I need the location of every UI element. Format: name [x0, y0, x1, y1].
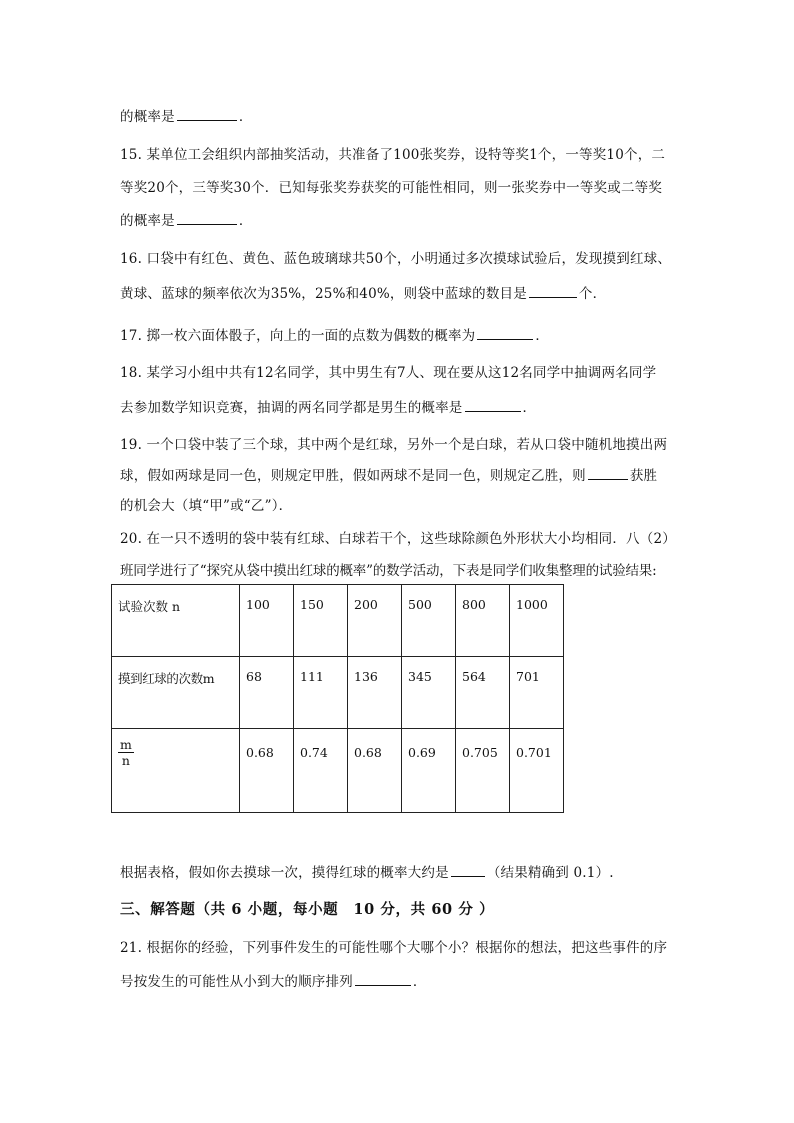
row-header — [112, 729, 240, 813]
answer-blank[interactable] — [451, 864, 485, 877]
question-19-line-3: 的机会大（填“甲”或“乙”）． — [120, 498, 293, 514]
question-18-line-1: 18. 某学习小组中共有12名同学，其中男生有7人、现在要从这12名同学中抽调两名同学 — [120, 365, 657, 381]
section-heading: 三、解答题（共 6 小题，每小题 10 分，共 60 分 ） — [120, 901, 495, 918]
table-cell: 1000 — [510, 585, 564, 657]
question-16-line-2: 黄球、蓝球的频率依次为35%，25%和40%，则袋中蓝球的数目是 个． — [120, 286, 607, 302]
question-19-line-1: 19. 一个口袋中装了三个球，其中两个是红球，另外一个是白球，若从口袋中随机地摸出两 — [120, 437, 668, 453]
table-cell: 701 — [510, 657, 564, 729]
question-21-line-1: 21. 根据你的经验，下列事件发生的可能性哪个大哪个小？根据你的想法，把这些事件的序 — [120, 940, 668, 956]
question-15-line-2: 等奖20个，三等奖30个．已知每张奖券获奖的可能性相同，则一张奖券中一等奖或二等奖 — [120, 180, 663, 196]
table-cell: 200 — [348, 585, 402, 657]
row-header: 摸到红球的次数m — [112, 657, 240, 729]
table-cell: 0.705 — [456, 729, 510, 813]
answer-blank[interactable] — [465, 399, 521, 412]
question-15-line-3: 的概率是 ． — [120, 213, 253, 229]
table-cell: 0.68 — [348, 729, 402, 813]
answer-blank[interactable] — [177, 108, 237, 121]
table-cell: 0.701 — [510, 729, 564, 813]
table-row — [112, 585, 564, 657]
table-cell: 345 — [402, 657, 456, 729]
question-21-line-2: 号按发生的可能性从小到大的顺序排列 ． — [120, 974, 427, 990]
table-cell: 0.68 — [240, 729, 294, 813]
table-cell: 136 — [348, 657, 402, 729]
answer-blank[interactable] — [477, 327, 533, 340]
question-16-line-1: 16. 口袋中有红色、黄色、蓝色玻璃球共50个，小明通过多次摸球试验后，发现摸到红球、 — [120, 251, 672, 267]
question-19-line-2: 球，假如两球是同一色，则规定甲胜，假如两球不是同一色，则规定乙胜，则 获胜 — [120, 468, 658, 484]
table-cell: 800 — [456, 585, 510, 657]
question-15-line-1: 15. 某单位工会组织内部抽奖活动，共准备了100张奖券，设特等奖1个，一等奖10个，二 — [120, 147, 666, 163]
experiment-table — [111, 584, 564, 813]
answer-blank[interactable] — [355, 973, 411, 986]
answer-blank[interactable] — [177, 212, 237, 225]
table-cell: 0.74 — [294, 729, 348, 813]
table-cell: 500 — [402, 585, 456, 657]
answer-blank[interactable] — [529, 285, 577, 298]
table-cell: 150 — [294, 585, 348, 657]
table-cell: 0.69 — [402, 729, 456, 813]
table-cell: 68 — [240, 657, 294, 729]
table-cell: 111 — [294, 657, 348, 729]
table-cell: 100 — [240, 585, 294, 657]
fragment-line: 的概率是 ． — [120, 109, 253, 125]
table-cell: 564 — [456, 657, 510, 729]
question-18-line-2: 去参加数学知识竞赛，抽调的两名同学都是男生的概率是 ． — [120, 400, 537, 416]
question-20-line-1: 20. 在一只不透明的袋中装有红球、白球若干个，这些球除颜色外形状大小均相同．八（2） — [120, 531, 676, 547]
question-17: 17. 掷一枚六面体骰子，向上的一面的点数为偶数的概率为 ． — [120, 328, 550, 344]
table-row — [112, 657, 564, 729]
question-20-line-2: 班同学进行了“探究从袋中摸出红球的概率”的数学活动，下表是同学们收集整理的试验结果: — [120, 563, 657, 579]
table-row — [112, 729, 564, 813]
answer-blank[interactable] — [588, 467, 628, 480]
question-20-line-3: 根据表格，假如你去摸球一次，摸得红球的概率大约是 （结果精确到 0.1）. — [120, 865, 614, 881]
fraction-m-over-n: $\frac{m}{n}$ — [120, 737, 132, 768]
row-header: 试验次数 n — [112, 585, 240, 657]
